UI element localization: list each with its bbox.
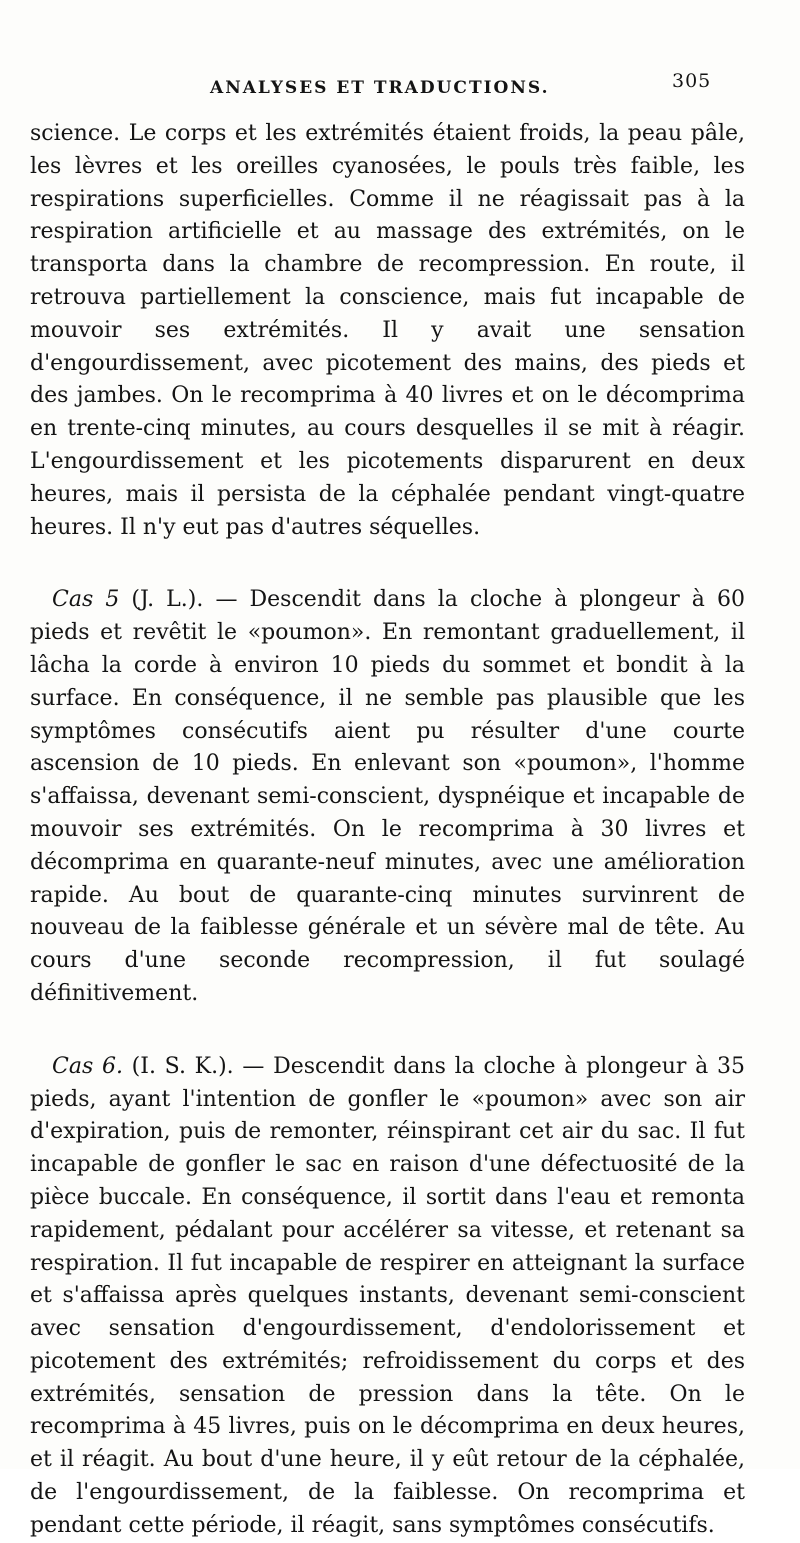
paragraph-continuation: science. Le corps et les extrémités étaient froids, la peau pâle, les lèvres et les oreilles cyanosées, le pouls très faible, les respirations superficielles. Comme il ne réagissait pas à la respiration artificielle et au massage des extrémités, on le transporta dans la chambre de recompression. En route, il retrouva partiellement la conscience, mais fut incapable de mouvoir ses extrémités. Il y avait une sensation d'engourdissement, avec picotement des mains, des pieds et des jambes. On le recomprima à 40 livres et on le décomprima en trente-cinq minutes, au cours desquelles il se mit à réagir. L'engourdissement et les picotements disparurent en deux heures, mais il persista de la céphalée pendant vingt-quatre heures. Il n'y eut pas d'autres séquelles. (30, 121, 745, 540)
paragraph-gap (30, 544, 745, 584)
case-6-label: Cas 6. (52, 1053, 123, 1079)
case-5-label: Cas 5 (52, 587, 120, 613)
body-text (30, 118, 745, 1543)
paragraph-gap (30, 1011, 745, 1051)
running-title: ANALYSES ET TRADUCTIONS. (210, 78, 550, 98)
case-5-body: (J. L.). — Descendit dans la cloche à plongeur à 60 pieds et revêtit le «poumon». En remontant graduellement, il lâcha la corde à environ 10 pieds du sommet et bondit à la surface. En conséquence, il ne semble pas plausible que les symptômes consécutifs aient pu résulter d'une courte ascension de 10 pieds. En enlevant son «poumon», l'homme s'affaissa, devenant semi-conscient, dyspnéique et incapable de mouvoir ses extrémités. On le recomprima à 30 livres et décomprima en quarante-neuf minutes, avec une amélioration rapide. Au bout de quarante-cinq minutes survinrent de nouveau de la faiblesse générale et un sévère mal de tête. Au cours d'une seconde recompression, il fut soulagé définitivement. (30, 587, 745, 1006)
paragraph-case-5 (30, 584, 745, 1010)
case-6-body: (I. S. K.). — Descendit dans la cloche à plongeur à 35 pieds, ayant l'intention de gonfler le «poumon» avec son air d'expiration, puis de remonter, réinspirant cet air du sac. Il fut incapable de gonfler le sac en raison d'une défectuosité de la pièce buccale. En conséquence, il sortit dans l'eau et remonta rapidement, pédalant pour accélérer sa vitesse, et retenant sa respiration. Il fut incapable de respirer en atteignant la surface et s'affaissa après quelques instants, devenant semi-conscient avec sensation d'engourdissement, d'endolorissement et picotement des extrémités; refroidissement du corps et des extrémités, sensation de pression dans la tête. On le recomprima à 45 livres, puis on le décomprima en deux heures, et il réagit. Au bout d'une heure, il y eût retour de la céphalée, de l'engourdissement, de la faiblesse. On recomprima et pendant cette période, il réagit, sans symptômes consécutifs. (30, 1053, 745, 1538)
page-number: 305 (672, 70, 712, 92)
